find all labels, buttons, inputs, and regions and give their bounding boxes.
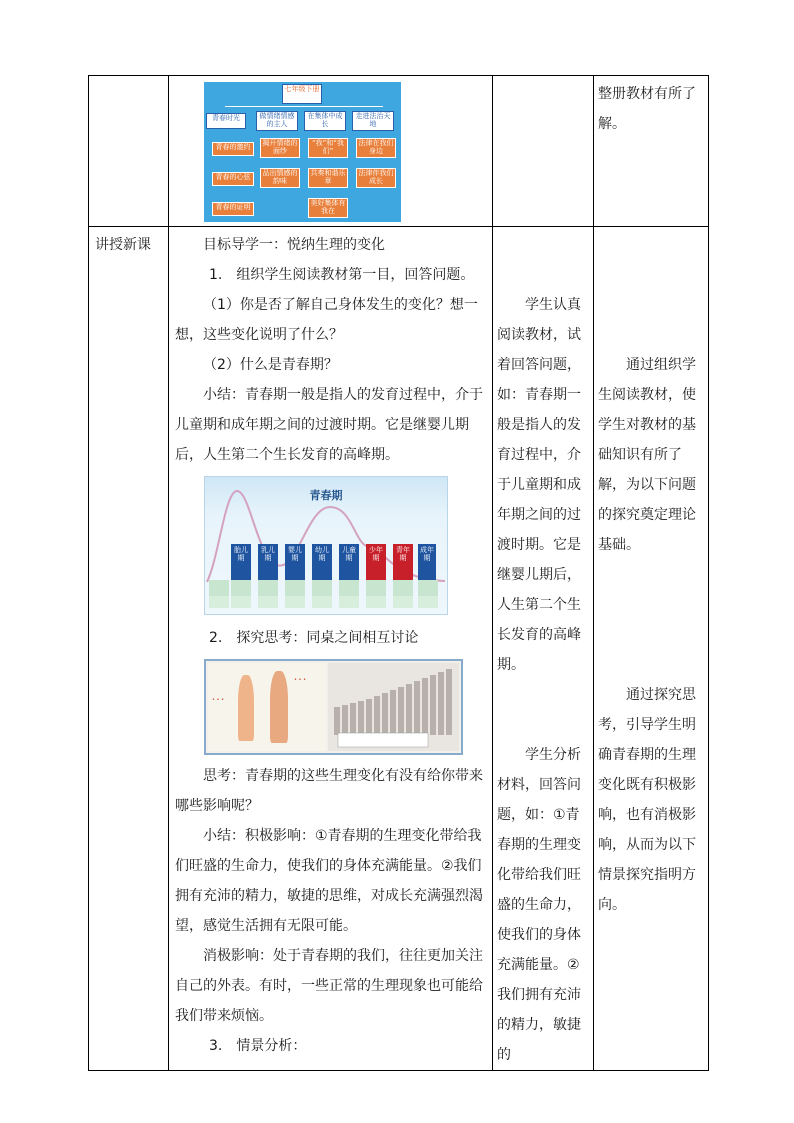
- mindmap-unit: 做情绪情感的主人: [256, 111, 298, 131]
- lesson-plan-table: [88, 75, 709, 1071]
- mindmap-root: 七年级下册: [282, 84, 322, 104]
- table-row: [89, 227, 709, 1071]
- mindmap-lesson: 青春的心弦: [212, 172, 254, 186]
- mindmap-lesson: 美好集体有我在: [308, 198, 348, 218]
- stage-label: 讲授新课: [95, 237, 151, 253]
- height-growth-panel: [328, 663, 459, 751]
- chart-title: 青春期: [309, 489, 343, 502]
- mindmap-lesson: 青春的邀约: [212, 142, 254, 156]
- goal-heading: 目标导学一：悦纳生理的变化: [203, 237, 385, 253]
- design-intent-text-1: 通过组织学生阅读教材，使学生对教材的基础知识有所了解，为以下问题的探究奠定理论基础。: [598, 357, 696, 553]
- question-2: （2）什么是青春期？: [203, 357, 338, 373]
- stage-box: 胎儿期: [231, 544, 251, 580]
- mindmap-lesson: 共奏和谐乐章: [308, 168, 348, 188]
- student-activity-cell: [493, 227, 594, 1071]
- stage-box: 青年期: [393, 544, 413, 580]
- mindmap-lesson: “我”和“我们”: [308, 138, 348, 158]
- stage-box: 少年期: [366, 544, 386, 580]
- stage-box: 成年期: [418, 544, 436, 580]
- stage-box: 儿童期: [339, 544, 359, 580]
- body-changes-panel: • • • • • •: [208, 663, 326, 751]
- life-stages-chart-image: [204, 476, 448, 615]
- mindmap-lesson: 品出情感的韵味: [260, 168, 300, 188]
- mindmap-lesson: 青春的证明: [212, 202, 254, 216]
- item-1: 1. 组织学生阅读教材第一目，回答问题。: [209, 267, 475, 283]
- growing-figures: [328, 663, 459, 751]
- boy-figure: [270, 671, 288, 743]
- mindmap-lesson: 法律在我们身边: [356, 138, 396, 158]
- summary-2: 小结：积极影响：①青春期的生理变化带给我们旺盛的生命力，使我们的身体充满能量。②我们拥有充沛的精力，敏捷的思维，对成长充满强烈渴望，感觉生活拥有无限可能。: [175, 828, 483, 934]
- textbook-mindmap-image: [204, 82, 401, 222]
- mindmap-unit: 走进法治天地: [352, 111, 394, 131]
- mindmap-lesson: 法律伴我们成长: [356, 168, 396, 188]
- summary-1: 小结：青春期一般是指人的发育过程中，介于儿童期和成年期之间的过渡时期。它是继婴儿期后，人生第二个生长发育的高峰期。: [175, 387, 483, 463]
- think-question: 思考：青春期的这些生理变化有没有给你带来哪些影响呢？: [175, 768, 483, 814]
- stage-box: 婴儿期: [285, 544, 305, 580]
- mindmap-unit: 在集体中成长: [304, 111, 346, 131]
- table-row: [89, 76, 709, 227]
- stage-box: 幼儿期: [312, 544, 332, 580]
- design-intent-cell: [594, 227, 709, 1071]
- stage-box: 乳儿期: [258, 544, 278, 580]
- empty-cell: [89, 76, 169, 227]
- design-intent-text-2: 通过探究思考，引导学生明确青春期的生理变化既有积极影响，也有消极影响，从而为以下情景探究指明方向。: [598, 687, 696, 913]
- purpose-cell: [594, 76, 709, 227]
- empty-cell: [493, 76, 594, 227]
- girl-figure: [238, 675, 254, 741]
- puberty-changes-illustration: [204, 659, 463, 755]
- mindmap-lesson: 揭开情绪的面纱: [260, 138, 300, 158]
- purpose-text: 整册教材有所了解。: [598, 86, 696, 132]
- student-activity-text-2: 学生分析材料，回答问题，如：①青春期的生理变化带给我们旺盛的生命力，使我们的身体充满能量。②我们拥有充沛的精力，敏捷的: [497, 747, 581, 1063]
- item-3: 3. 情景分析：: [209, 1038, 307, 1054]
- question-1: （1）你是否了解自己身体发生的变化？想一想，这些变化说明了什么？: [175, 297, 478, 343]
- mindmap-unit: 青春时光: [206, 113, 246, 129]
- stage-label-cell: [89, 227, 169, 1071]
- mindmap-cell: [169, 76, 493, 227]
- negative-effects: 消极影响：处于青春期的我们，往往更加关注自己的外表。有时，一些正常的生理现象也可能给我们带来烦恼。: [175, 948, 483, 1024]
- teacher-activity-cell: [169, 227, 493, 1071]
- student-activity-text-1: 学生认真阅读教材，试着回答问题，如：青春期一般是指人的发育过程中，介于儿童期和成年期之间的过渡时期。它是继婴儿期后，人生第二个生长发育的高峰期。: [497, 297, 581, 673]
- item-2: 2. 探究思考：同桌之间相互讨论: [209, 630, 419, 646]
